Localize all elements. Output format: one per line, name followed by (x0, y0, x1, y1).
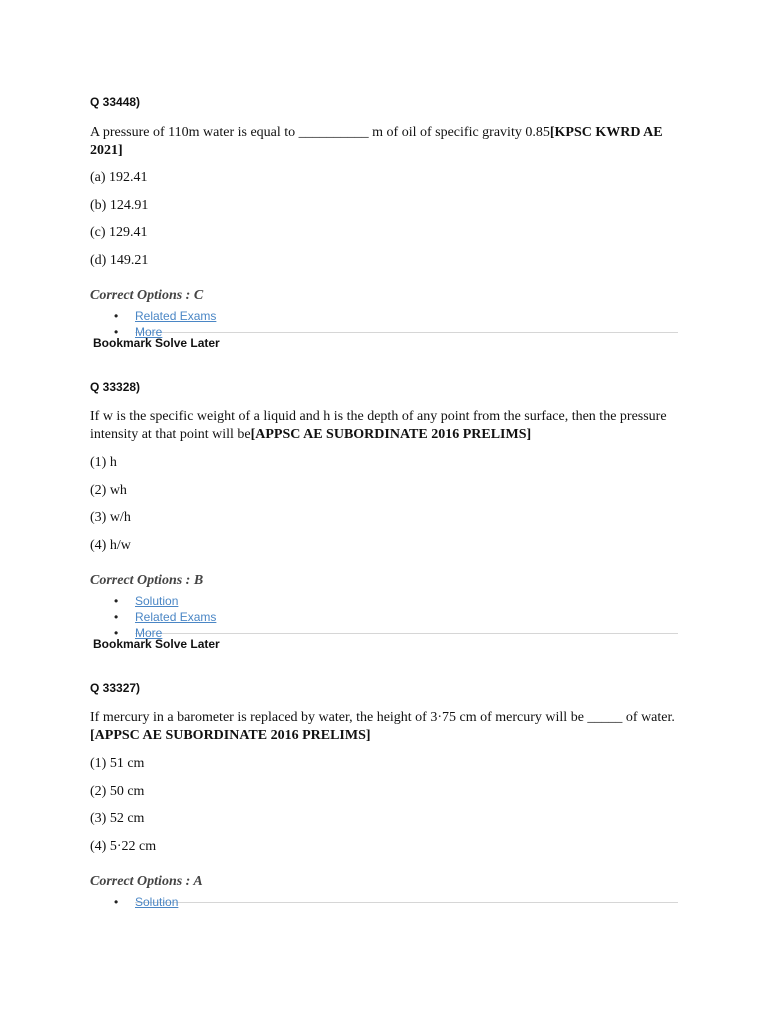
exam-tag: [KPSC KWRD AE 2021] (90, 125, 663, 158)
exam-tag: [APPSC AE SUBORDINATE 2016 PRELIMS] (90, 728, 371, 743)
option: (b) 124.91 (90, 197, 149, 213)
correct-answer: Correct Options : C (90, 288, 204, 303)
option: (4) h/w (90, 537, 131, 553)
list-item (135, 625, 680, 641)
bookmark-actions[interactable]: Bookmark Solve Later (93, 336, 220, 350)
correct-answer: Correct Options : A (90, 874, 203, 889)
option: (3) w/h (90, 510, 131, 525)
solution-link[interactable]: Solution (135, 895, 179, 909)
list-item (135, 609, 680, 625)
question-id: Q 33448) (90, 95, 141, 109)
list-item (135, 324, 680, 340)
solution-link[interactable]: Solution (135, 594, 179, 608)
question-block (90, 680, 680, 909)
question-links (90, 894, 680, 910)
option: (3) 52 cm (90, 811, 145, 826)
question-body: If mercury in a barometer is replaced by water, the height of 3·75 cm of mercury will be _____ of water. (90, 710, 675, 725)
list-item (135, 308, 680, 324)
option: (d) 149.21 (90, 252, 149, 268)
question-body: If w is the specific weight of a liquid and h is the depth of any point from the surface, then the pressure intensity at that point will be (90, 409, 667, 442)
option: (2) 50 cm (90, 783, 145, 799)
question-block (90, 94, 680, 351)
question-id: Q 33328) (90, 380, 141, 394)
option: (4) 5·22 cm (90, 838, 157, 854)
question-text (90, 709, 680, 745)
option: (a) 192.41 (90, 170, 148, 185)
correct-answer: Correct Options : B (90, 573, 204, 588)
exam-tag: [APPSC AE SUBORDINATE 2016 PRELIMS] (250, 427, 532, 442)
option: (1) 51 cm (90, 756, 145, 771)
related-exams-link[interactable]: Related Exams (135, 309, 217, 323)
option: (2) wh (90, 482, 127, 498)
question-body: A pressure of 110m water is equal to __________ m of oil of specific gravity 0.85 (90, 125, 550, 140)
option: (1) h (90, 455, 117, 470)
more-link[interactable]: More (135, 626, 163, 640)
question-id: Q 33327) (90, 681, 141, 695)
question-links (90, 308, 680, 340)
question-links (90, 593, 680, 641)
bookmark-actions[interactable]: Bookmark Solve Later (93, 637, 220, 651)
more-link[interactable]: More (135, 325, 163, 339)
list-item (135, 593, 680, 609)
question-block (90, 379, 680, 652)
list-item (135, 894, 680, 910)
related-exams-link[interactable]: Related Exams (135, 610, 217, 624)
question-text (90, 124, 680, 160)
question-text (90, 408, 680, 444)
option: (c) 129.41 (90, 225, 148, 240)
